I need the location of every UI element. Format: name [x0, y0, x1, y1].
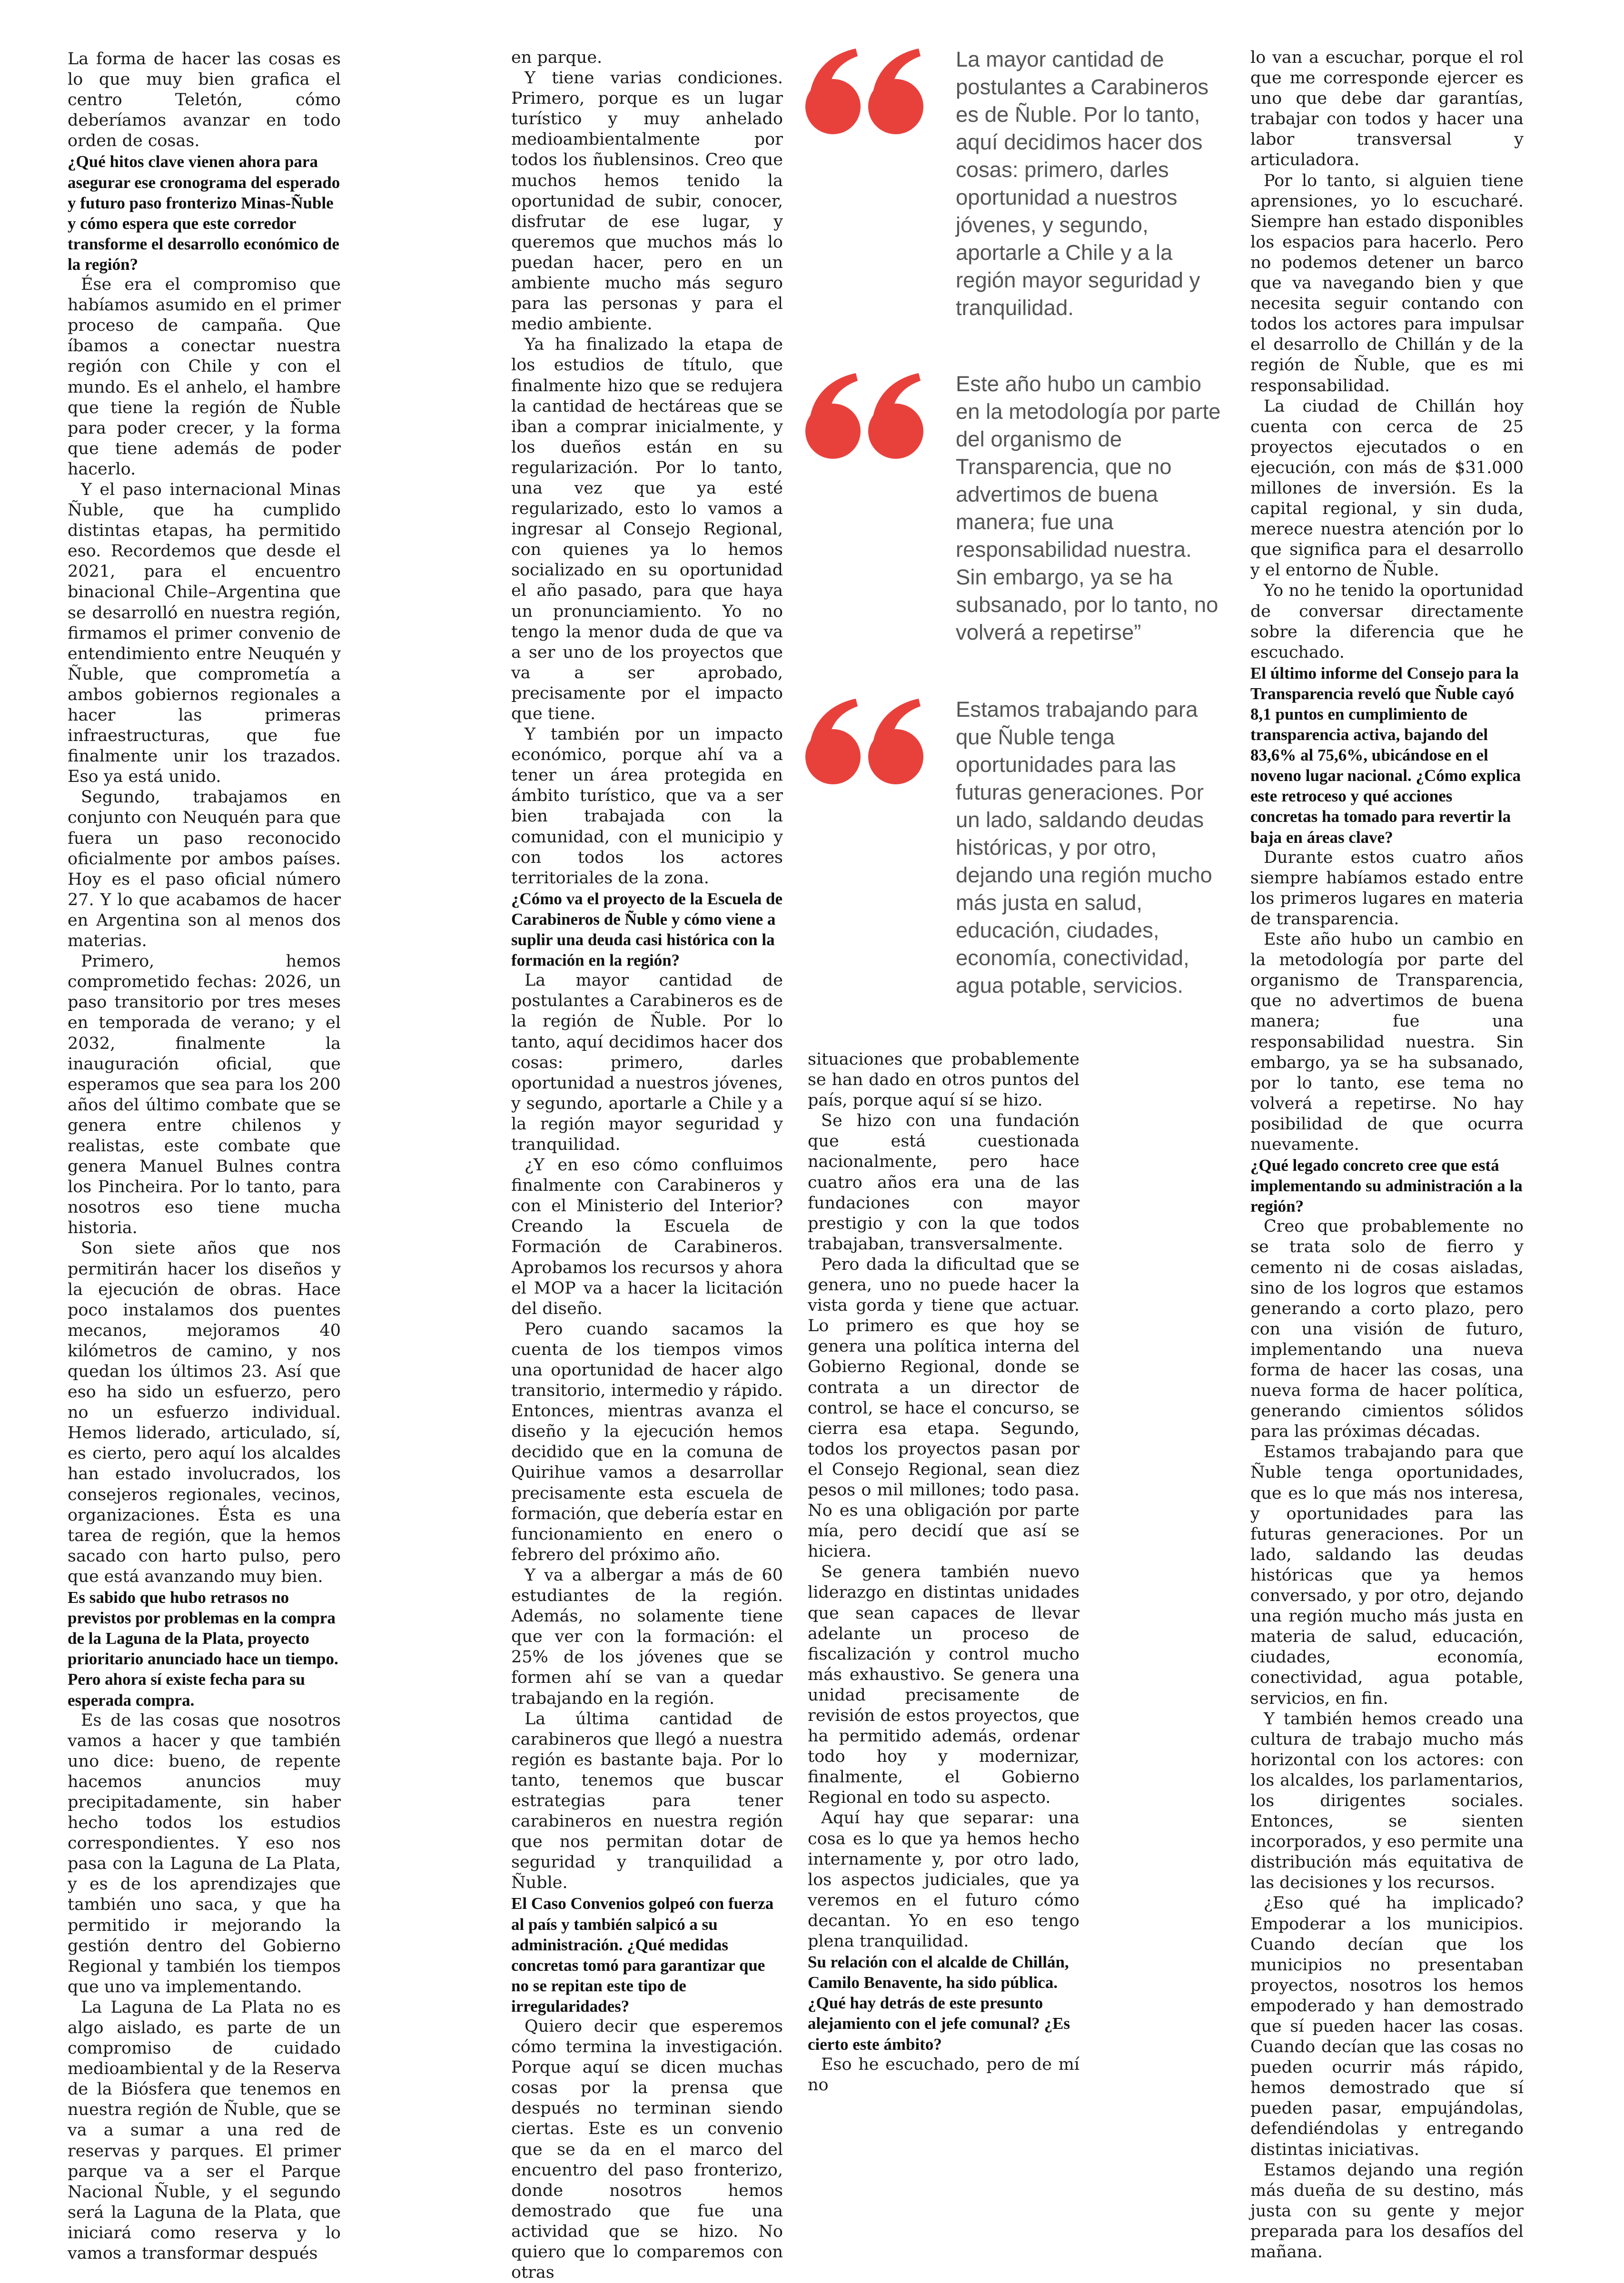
pull-quote-text: Este año hubo un cambio en la metodología por parte del organismo de Transparencia, que no advertimos de buena manera; fue una responsabilidad nuestra. Sin embargo, ya se ha subsanado, por lo tanto, no volverá a repetirse” [956, 372, 1221, 644]
interview-question: El último informe del Consejo para la Transparencia reveló que Ñuble cayó 8,1 puntos en cumplimiento de transparencia activa, bajando del 83,6% al 75,6%, ubicándose en el noveno lugar nacional. ¿Cómo explica este retroceso y qué acciones concretas ha tomado para revertir la baja en áreas clave? [1250, 663, 1521, 847]
article-column-1 [68, 49, 341, 2264]
body-paragraph: Segundo, trabajamos en conjunto con Neuquén para que fuera un paso reconocido oficialmente por ambos países. Hoy es el paso oficial número 27. Y lo que acabamos de hacer en Argentina son al menos dos materias. [68, 788, 341, 951]
pull-quote-text: La mayor cantidad de postulantes a Carabineros es de Ñuble. Por lo tanto, aquí decidimos hacer dos cosas: primero, darles oportunidad a nuestros jóvenes, y segundo, aportarle a Chile y a la región mayor seguridad y tranquilidad. [956, 47, 1209, 320]
body-paragraph: Es de las cosas que nosotros vamos a hacer y que también uno dice: bueno, de repente hacemos anuncios muy precipitadamente, sin haber hecho todos los estudios correspondientes. Y eso nos pasa con la Laguna de La Plata, y es de los aprendizajes que también uno saca, y que ha permitido ir mejorando la gestión dentro del Gobierno Regional y también los tiempos que uno va implementando. [68, 1710, 341, 1996]
pull-quote-text: Estamos trabajando para que Ñuble tenga oportunidades para las futuras generaciones. Por un lado, saldando deudas históricas, y por otro, dejando una región mucho más justa en salud, educación, ciudades, economía, conectividad, agua potable, servicios. [956, 697, 1212, 998]
body-paragraph: Estamos dejando una región más dueña de su destino, más justa con su gente y mejor preparada para los desafíos del mañana. [1250, 2160, 1524, 2262]
body-paragraph: lo van a escuchar, porque el rol que me corresponde ejercer es uno que debe dar garantías, trabajar con todos y hacer una labor transversal y articuladora. [1250, 48, 1524, 170]
body-paragraph: Primero, hemos comprometido fechas: 2026, un paso transitorio por tres meses en temporada de verano; y el 2032, finalmente la inauguración oficial, que esperamos que sea para los 200 años del último combate que se genera entre chilenos y realistas, este combate que genera Manuel Bulnes contra los Pincheira. Por lo tanto, para nosotros eso tiene mucha historia. [68, 952, 341, 1238]
body-paragraph: Se hizo con una fundación que está cuestionada nacionalmente, pero hace cuatro años era una de las fundaciones con mayor prestigio y con la que todos trabajaban, transversalmente. [808, 1111, 1079, 1254]
interview-question: El Caso Convenios golpeó con fuerza al país y también salpicó a su administración. ¿Qué medidas concretas tomó para garantizar que no se repitan este tipo de irregularidades? [511, 1894, 774, 2016]
opening-quote-icon [804, 696, 928, 786]
body-paragraph: La Laguna de La Plata no es algo aislado, es parte de un compromiso de cuidado medioambiental y de la Reserva de la Biósfera que tenemos en nuestra región de Ñuble, que se va a sumar a una red de reservas y parques. El primer parque va a ser el Parque Nacional Ñuble, y el segundo será la Laguna de la Plata, que iniciará como reserva y lo vamos a transformar después [68, 1997, 341, 2263]
body-paragraph: Se genera también nuevo liderazgo en distintas unidades que sean capaces de llevar adelante un proceso de fiscalización y control mucho más exhaustivo. Se genera una unidad precisamente de revisión de estos proyectos, que ha permitido además, ordenar todo hoy y modernizar, finalmente, el Gobierno Regional en todo su aspecto. [808, 1562, 1079, 1808]
body-paragraph: Aquí hay que separar: una cosa es lo que ya hemos hecho internamente y, por otro lado, los aspectos judiciales, que ya veremos en el futuro cómo decantan. Yo en eso tengo plena tranquilidad. [808, 1809, 1079, 1951]
interview-question: Es sabido que hubo retrasos no previstos por problemas en la compra de la Laguna de la Plata, proyecto prioritario anunciado hace un tiempo. Pero ahora sí existe fecha para su esperada compra. [68, 1588, 338, 1710]
article-column-3 [808, 1049, 1079, 2095]
body-paragraph: Quiero decir que esperemos cómo termina la investigación. Porque aquí se dicen muchas cosas por la prensa que después no terminan siendo ciertas. Este es un convenio que se da en el marco del encuentro del paso fronterizo, donde nosotros hemos demostrado que fue una actividad que se hizo. No quiero que lo comparemos con otras [511, 2017, 783, 2283]
body-paragraph: La ciudad de Chillán hoy cuenta con cerca de 25 proyectos ejecutados o en ejecución, con más de $31.000 millones de inversión. Es la capital regional, y sin duda, merece nuestra atención por lo que significa para el desarrollo y el entorno de Ñuble. [1250, 396, 1524, 580]
body-paragraph: Y también por un impacto económico, porque ahí va a tener un área protegida en ámbito turístico, que va a ser bien trabajada con la comunidad, con el municipio y con todos los actores territoriales de la zona. [511, 725, 783, 888]
body-paragraph: ¿Eso qué ha implicado? Empoderar a los municipios. Cuando decían que los municipios no presentaban proyectos, nosotros los hemos empoderado y han demostrado que sí pueden hacer las cosas. Cuando decían que las cosas no pueden ocurrir más rápido, hemos demostrado que sí pueden pasar, empujándolas, defendiéndolas y entregando distintas iniciativas. [1250, 1894, 1524, 2159]
body-paragraph: situaciones que probablemente se han dado en otros puntos del país, porque aquí sí se hizo. [808, 1050, 1079, 1110]
body-paragraph: Pero dada la dificultad que se genera, uno no puede hacer la vista gorda y tiene que actuar. Lo primero es que hoy se genera una política interna del Gobierno Regional, donde se contrata a un director de control, se hace el concurso, se cierra esa etapa. Segundo, todos los proyectos pasan por el Consejo Regional, sean diez pesos o mil millones; todo pasa. No es una obligación por parte mía, pero decidí que así se hiciera. [808, 1255, 1079, 1562]
body-paragraph: La forma de hacer las cosas es lo que muy bien grafica el centro Teletón, cómo deberíamos avanzar en todo orden de cosas. [68, 49, 341, 151]
body-paragraph: Ése era el compromiso que habíamos asumido en el primer proceso de campaña. Que íbamos a conectar nuestra región con Chile y con el mundo. Es el anhelo, el hambre que tiene la región de Ñuble para poder crecer, y la forma que tiene además de poder hacerlo. [68, 275, 341, 479]
body-paragraph: Pero cuando sacamos la cuenta de los tiempos vimos una oportunidad de hacer algo transitorio, intermedio y rápido. Entonces, mientras avanza el diseño y la ejecución hemos decidido que en la comuna de Quirihue vamos a desarrollar precisamente esta escuela de formación, que debería estar en funcionamiento en enero o febrero del próximo año. [511, 1319, 783, 1564]
interview-question: Su relación con el alcalde de Chillán, Camilo Benavente, ha sido pública. ¿Qué hay detrás de este presunto alejamiento con el jefe comunal? ¿Es cierto este ámbito? [808, 1953, 1070, 2054]
body-paragraph: ¿Y en eso cómo confluimos finalmente con Carabineros y con el Ministerio del Interior? Creando la Escuela de Formación de Carabineros. Aprobamos los recursos y ahora el MOP va a hacer la licitación del diseño. [511, 1156, 783, 1318]
opening-quote-icon [804, 46, 928, 136]
body-paragraph: Yo no he tenido la oportunidad de conversar directamente sobre la diferencia que he escuchado. [1250, 581, 1524, 662]
body-paragraph: Y también hemos creado una cultura de trabajo mucho más horizontal con los actores: con los alcaldes, los parlamentarios, los dirigentes sociales. Entonces, se sienten incorporados, y eso permite una distribución más equitativa de las decisiones y los recursos. [1250, 1709, 1524, 1893]
body-paragraph: La última cantidad de carabineros que llegó a nuestra región es bastante baja. Por lo tanto, tenemos que buscar estrategias para tener carabineros en nuestra región que nos permitan dotar de seguridad y tranquilidad a Ñuble. [511, 1709, 783, 1893]
body-paragraph: Y tiene varias condiciones. Primero, porque es un lugar turístico y muy anhelado medioambientalmente por todos los ñublensinos. Creo que muchos hemos tenido la oportunidad de subir, conocer, disfrutar de ese lugar, y queremos que muchos más lo puedan hacer, pero en un ambiente mucho más seguro para las personas y para el medio ambiente. [511, 69, 783, 334]
article-column-4 [1250, 48, 1524, 2263]
body-paragraph: Estamos trabajando para que Ñuble tenga oportunidades, que es lo que más nos interesa, y oportunidades para las futuras generaciones. Por un lado, saldando las deudas históricas que ya hemos conversado, y por otro, dejando una región mucho más justa en materia de salud, educación, ciudades, economía, conectividad, agua potable, servicios, en fin. [1250, 1443, 1524, 1708]
body-paragraph: Creo que probablemente no se trata solo de fierro y cemento ni de cosas aisladas, sino de los logros que estamos generando a corto plazo, pero con una visión de futuro, implementando una nueva forma de hacer las cosas, una nueva forma de hacer política, generando cimientos sólidos para las próximas décadas. [1250, 1217, 1524, 1442]
body-paragraph: en parque. [511, 48, 603, 67]
body-paragraph: Durante estos cuatro años siempre habíamos estado entre los primeros lugares en materia de transparencia. [1250, 848, 1524, 929]
interview-question: ¿Cómo va el proyecto de la Escuela de Carabineros de Ñuble y cómo viene a suplir una deuda casi histórica con la formación en la región? [511, 889, 782, 970]
interview-question: ¿Qué legado concreto cree que está implementando su administración a la región? [1250, 1156, 1523, 1216]
body-paragraph: Son siete años que nos permitirán hacer los diseños y la ejecución de obras. Hace poco instalamos dos puentes mecanos, mejoramos 40 kilómetros de camino, y nos quedan los últimos 23. Así que eso ha sido un esfuerzo, pero no un esfuerzo individual. Hemos liderado, articulado, sí, es cierto, pero aquí los alcaldes han estado involucrados, los consejeros regionales, vecinos, organizaciones. Ésta es una tarea de región, que la hemos sacado con harto pulso, pero que está avanzando muy bien. [68, 1239, 341, 1586]
body-paragraph: Este año hubo un cambio en la metodología por parte del organismo de Transparencia, que no advertimos de buena manera; fue una responsabilidad nuestra. Sin embargo, ya se ha subsanado, por lo tanto, ese tema no volverá a repetirse. No hay posibilidad de que ocurra nuevamente. [1250, 930, 1524, 1154]
body-paragraph: Y va a albergar a más de 60 estudiantes de la región. Además, no solamente tiene que ver con la formación: el 25% de los jóvenes que se formen ahí se van a quedar trabajando en la región. [511, 1565, 783, 1708]
body-paragraph: Eso he escuchado, pero de mí no [808, 2055, 1079, 2095]
interview-question: ¿Qué hitos clave vienen ahora para asegurar ese cronograma del esperado y futuro paso fronterizo Minas-Ñuble y cómo espera que este corredor transforme el desarrollo económico de la región? [68, 152, 340, 274]
body-paragraph: Ya ha finalizado la etapa de los estudios de título, que finalmente hizo que se redujera la cantidad de hectáreas que se iban a comprar inicialmente, y los dueños están en su regularización. Por lo tanto, una vez que ya esté regularizado, esto lo vamos a ingresar al Consejo Regional, con quienes ya lo hemos socializado en su oportunidad el año pasado, para que haya un pronunciamiento. Yo no tengo la menor duda de que va a ser uno de los proyectos que va a ser aprobado, precisamente por el impacto que tiene. [511, 335, 783, 723]
opening-quote-icon [804, 370, 928, 461]
article-column-2 [511, 48, 783, 2283]
body-paragraph: La mayor cantidad de postulantes a Carabineros es de la región de Ñuble. Por lo tanto, aquí decidimos hacer dos cosas: primero, darles oportunidad a nuestros jóvenes, y segundo, aportarle a Chile y a la región mayor seguridad y tranquilidad. [511, 971, 783, 1154]
body-paragraph: Por lo tanto, si alguien tiene aprensiones, yo lo escucharé. Siempre han estado disponibles los espacios para hacerlo. Pero no podemos detener un barco que va navegando bien y que necesita seguir contando con todos los actores para impulsar el desarrollo de Chillán y de la región de Ñuble, que es mi responsabilidad. [1250, 171, 1524, 395]
body-paragraph: Y el paso internacional Minas Ñuble, que ha cumplido distintas etapas, ha permitido eso. Recordemos que desde el 2021, para el encuentro binacional Chile–Argentina que se desarrolló en nuestra región, firmamos el primer convenio de entendimiento entre Neuquén y Ñuble, que comprometía a ambos gobiernos regionales a hacer las primeras infraestructuras, que fue finalmente unir los trazados. Eso ya está unido. [68, 480, 341, 787]
